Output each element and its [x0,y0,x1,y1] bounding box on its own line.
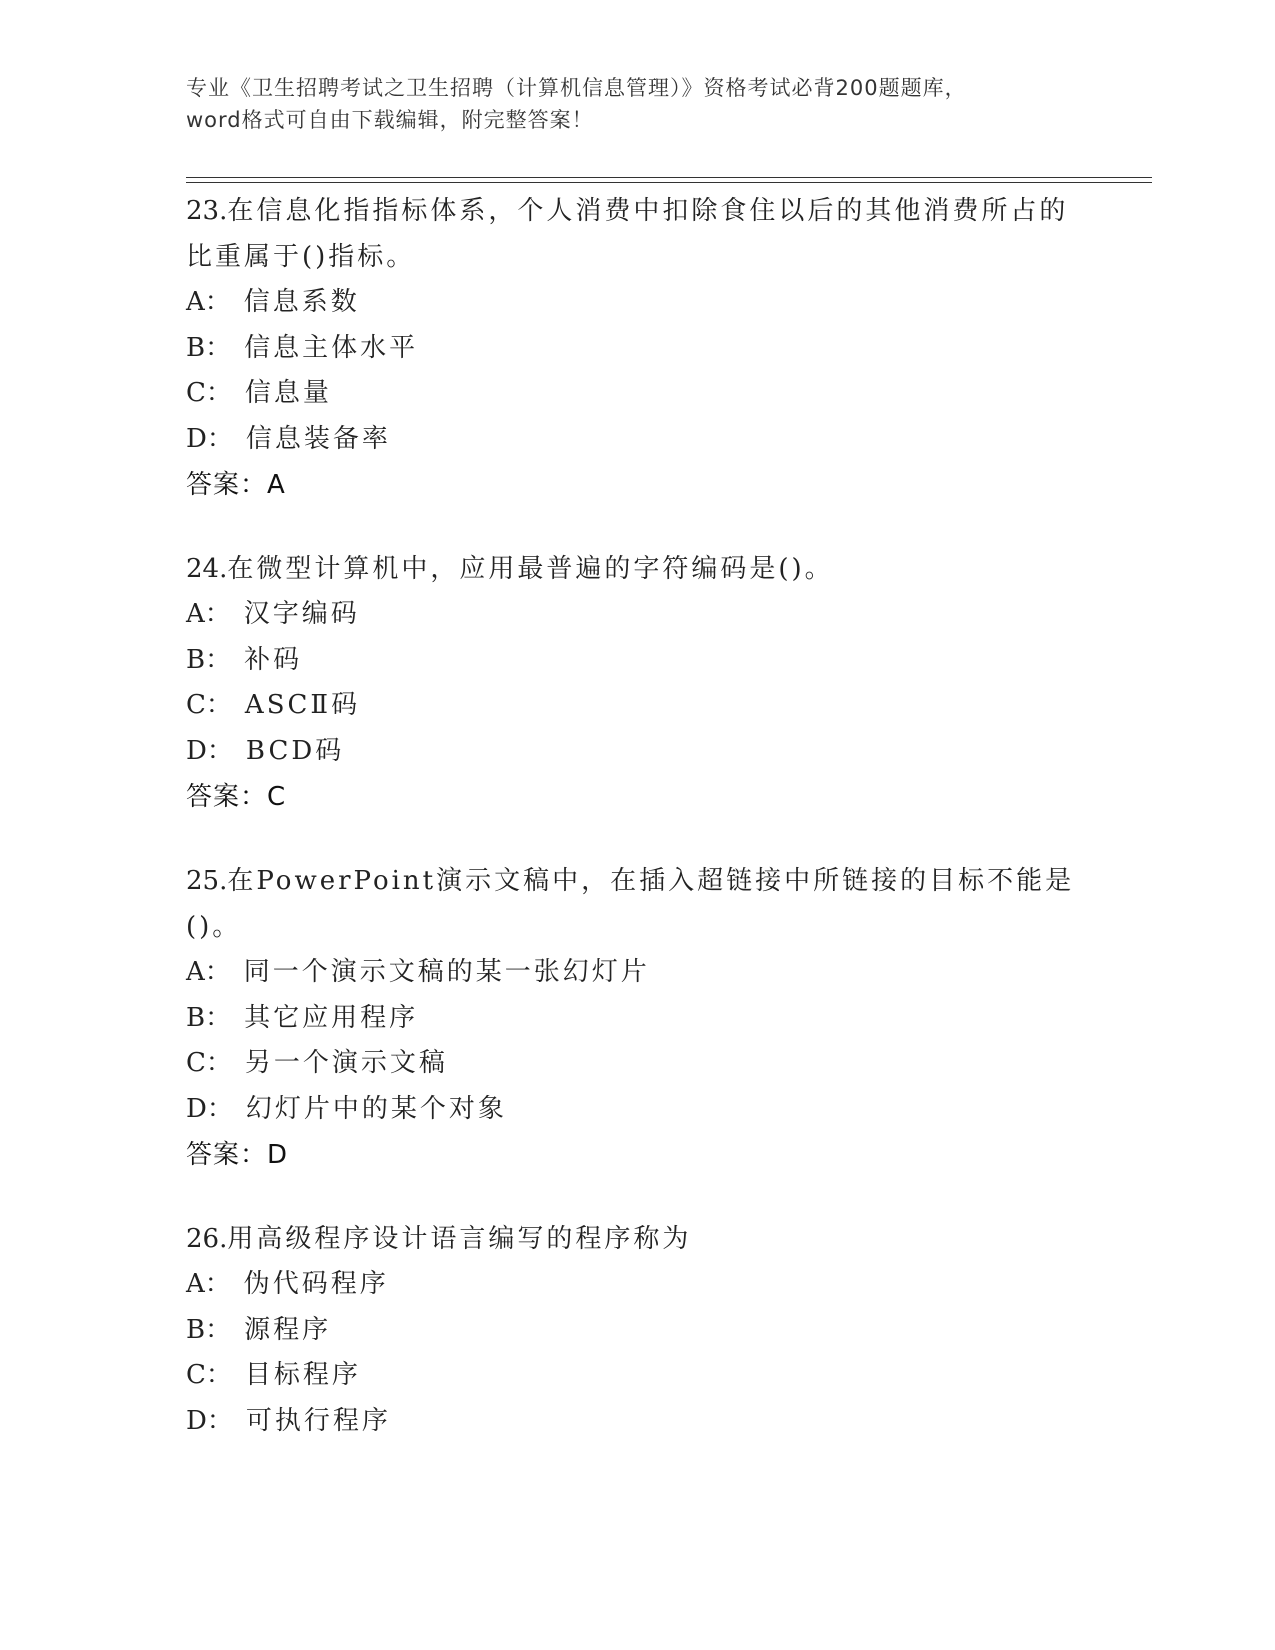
option-colon: ： [204,1269,234,1299]
option-colon: ： [205,1002,235,1033]
option-letter: C [186,690,206,720]
document-header [186,72,1086,136]
option-colon: ： [204,599,234,629]
question-number: 23. [186,196,228,226]
option-colon: ： [204,287,234,317]
option-letter: B [186,1002,206,1033]
option-text: 信息系数 [243,287,360,317]
option-text: 伪代码程序 [243,1269,389,1299]
option-d [186,1087,1086,1133]
option-letter: A [186,957,205,987]
question-stem [186,904,1086,950]
option-a [186,950,1086,996]
question-block [186,546,1086,820]
option-text: 信息主体水平 [244,332,419,363]
header-divider-bottom [186,182,1152,183]
question-number: 25. [186,866,228,896]
option-d [186,729,1086,775]
option-letter: A [186,1269,205,1299]
option-colon: ： [205,690,235,720]
option-text: 信息装备率 [245,423,391,454]
option-text: 补码 [244,644,303,675]
header-line-1: 专业《卫生招聘考试之卫生招聘（计算机信息管理）》资格考试必背200题题库， [186,76,967,100]
option-colon: ： [206,1093,236,1124]
option-b [186,638,1086,684]
option-text: 目标程序 [244,1360,361,1390]
option-letter: D [186,1093,207,1124]
question-number: 24. [186,554,228,584]
option-colon: ： [206,735,236,766]
option-text: 汉字编码 [243,599,360,629]
question-stem-text: 在PowerPoint演示文稿中，在插入超链接中所链接的目标不能是 [227,866,1075,896]
question-number: 26. [186,1224,228,1254]
question-stem-text: ()。 [186,912,242,942]
option-colon: ： [206,423,236,454]
question-block [186,188,1086,508]
option-text: 幻灯片中的某个对象 [245,1093,507,1124]
option-letter: C [186,1360,206,1390]
option-text: 同一个演示文稿的某一张幻灯片 [243,957,650,987]
question-stem [186,234,1086,280]
option-text: 可执行程序 [245,1405,391,1436]
answer-line: 答案：A [186,470,286,500]
option-d [186,1399,1086,1445]
header-divider-top [186,177,1152,178]
option-b [186,1308,1086,1354]
question-stem-text: 在信息化指指标体系，个人消费中扣除食住以后的其他消费所占的 [227,196,1069,226]
question-stem [186,188,1086,234]
option-colon: ： [206,1405,236,1436]
option-b [186,996,1086,1042]
option-a [186,280,1086,326]
question-list [186,188,1086,1482]
header-line-2: word格式可自由下载编辑，附完整答案！ [186,108,594,132]
answer-line: 答案：C [186,782,287,812]
question-stem-text: 在微型计算机中，应用最普遍的字符编码是()。 [227,554,834,584]
option-text: 源程序 [244,1314,332,1345]
question-stem-text: 用高级程序设计语言编写的程序称为 [227,1224,692,1254]
option-letter: A [186,599,205,629]
option-letter: D [186,735,207,766]
option-letter: C [186,378,206,408]
option-c [186,1353,1086,1399]
option-c [186,1041,1086,1087]
option-text: 另一个演示文稿 [244,1048,448,1078]
option-text: 其它应用程序 [244,1002,419,1033]
option-b [186,326,1086,372]
option-letter: A [186,287,205,317]
option-letter: C [186,1048,206,1078]
option-letter: B [186,332,206,363]
option-letter: B [186,1314,206,1345]
question-block [186,1216,1086,1444]
question-stem-text: 比重属于()指标。 [186,242,416,272]
option-c [186,683,1086,729]
option-a [186,1262,1086,1308]
option-colon: ： [205,1360,235,1390]
option-c [186,371,1086,417]
option-text: BCD码 [245,735,345,766]
option-a [186,592,1086,638]
question-stem [186,546,1086,592]
question-block [186,858,1086,1178]
option-text: 信息量 [244,378,332,408]
option-letter: D [186,423,207,454]
option-colon: ： [205,1314,235,1345]
option-letter: B [186,644,206,675]
option-colon: ： [204,957,234,987]
option-colon: ： [205,332,235,363]
question-stem [186,858,1086,904]
question-stem [186,1216,1086,1262]
option-letter: D [186,1405,207,1436]
option-text: ASCⅡ码 [244,690,361,720]
option-colon: ： [205,378,235,408]
option-d [186,417,1086,463]
option-colon: ： [205,644,235,675]
option-colon: ： [205,1048,235,1078]
answer-line: 答案：D [186,1140,289,1170]
